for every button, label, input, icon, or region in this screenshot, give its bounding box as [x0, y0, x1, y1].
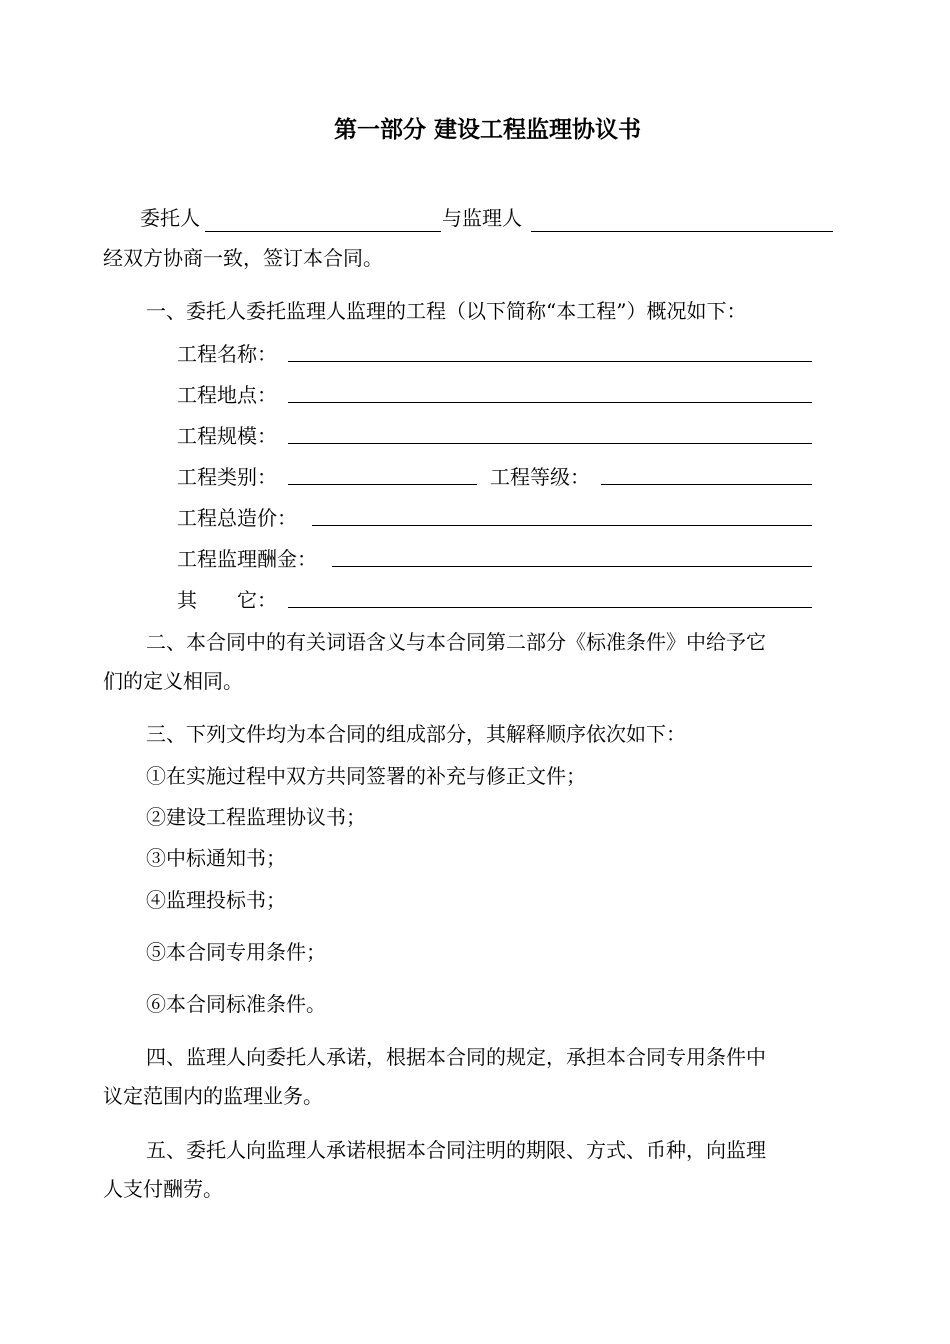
list-item: ④监理投标书； [146, 888, 286, 912]
project-grade-label: 工程等级： [490, 465, 590, 489]
project-name-label: 工程名称： [177, 342, 277, 366]
document-title: 第一部分 建设工程监理协议书 [333, 117, 641, 143]
principal-label: 委托人 [140, 206, 200, 230]
project-other-label: 其 它： [177, 588, 277, 612]
section2-line1: 二、本合同中的有关词语含义与本合同第二部分《标准条件》中给予它 [146, 630, 766, 654]
section3-intro: 三、下列文件均为本合同的组成部分，其解释顺序依次如下： [146, 722, 686, 746]
project-fee-label: 工程监理酬金： [177, 547, 317, 571]
project-other-blank[interactable] [288, 607, 812, 608]
supervisor-label: 与监理人 [442, 206, 522, 230]
list-item: ③中标通知书； [146, 846, 286, 870]
list-item: ⑤本合同专用条件； [146, 940, 326, 964]
project-fee-blank[interactable] [332, 566, 812, 567]
principal-blank[interactable] [205, 231, 441, 232]
list-item: ①在实施过程中双方共同签署的补充与修正文件； [146, 764, 586, 788]
project-location-blank[interactable] [288, 402, 812, 403]
supervisor-blank[interactable] [531, 231, 833, 232]
project-name-blank[interactable] [288, 361, 812, 362]
section4-line1: 四、监理人向委托人承诺，根据本合同的规定，承担本合同专用条件中 [146, 1045, 766, 1069]
project-total-cost-label: 工程总造价： [177, 506, 297, 530]
list-item: ⑥本合同标准条件。 [146, 992, 326, 1016]
project-total-cost-blank[interactable] [312, 525, 812, 526]
section4-line2: 议定范围内的监理业务。 [103, 1084, 323, 1108]
section5-line1: 五、委托人向监理人承诺根据本合同注明的期限、方式、币种，向监理 [146, 1138, 766, 1162]
section5-line2: 人支付酬劳。 [103, 1177, 223, 1201]
section2-line2: 们的定义相同。 [103, 669, 243, 693]
project-scale-blank[interactable] [288, 443, 812, 444]
parties-continuation: 经双方协商一致，签订本合同。 [103, 246, 383, 270]
project-category-blank[interactable] [288, 484, 477, 485]
project-grade-blank[interactable] [601, 484, 812, 485]
project-scale-label: 工程规模： [177, 424, 277, 448]
section1-intro: 一、委托人委托监理人监理的工程（以下简称“本工程”）概况如下： [146, 299, 747, 323]
project-category-label: 工程类别： [177, 465, 277, 489]
project-location-label: 工程地点： [177, 383, 277, 407]
list-item: ②建设工程监理协议书； [146, 805, 366, 829]
